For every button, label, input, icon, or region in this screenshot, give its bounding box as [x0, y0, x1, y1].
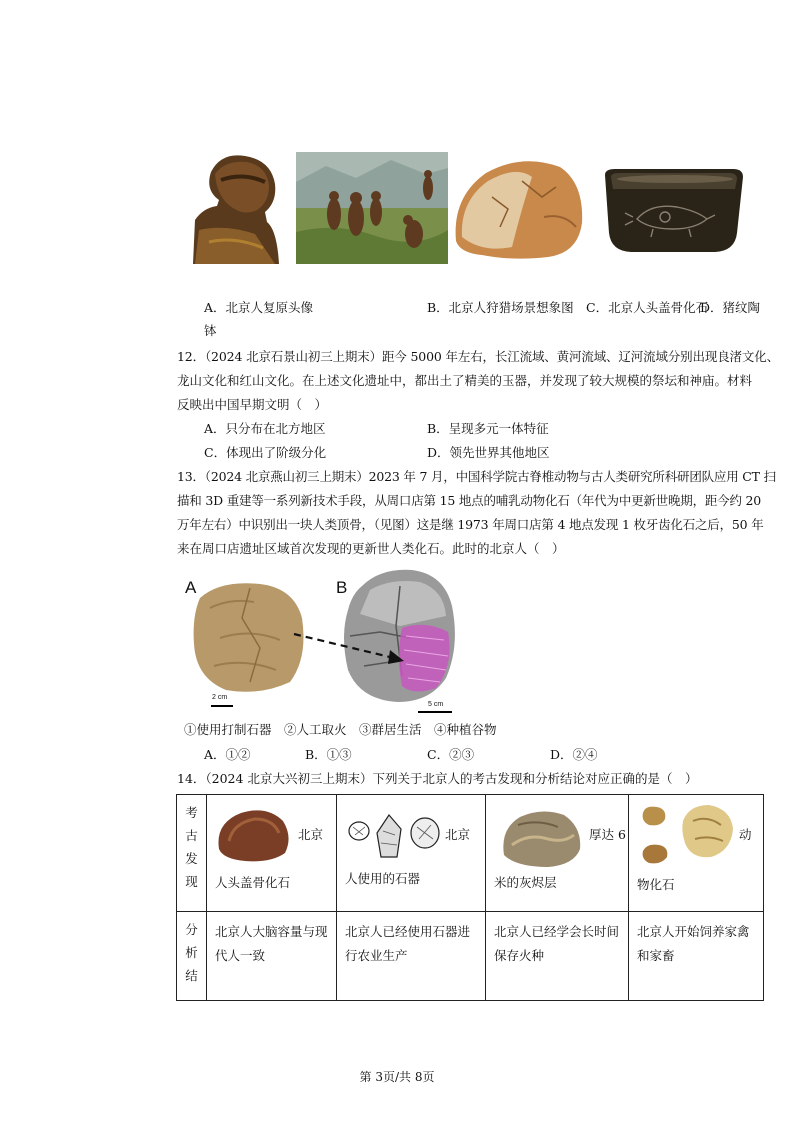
q12-stem-line1: 12．（2024 北京石景山初三上期末）距今 5000 年左右，长江流域、黄河流域、辽河流域分别出现良渚文化、: [177, 349, 779, 364]
row-header-discovery: [177, 795, 207, 912]
table-cell: [486, 795, 629, 912]
q13-option-b: B．①③: [305, 747, 352, 762]
cell-3-top-text: 厚达 6: [589, 827, 626, 842]
stone-tools-image: [345, 811, 441, 863]
page-number: 第 3页/共 8页: [359, 1070, 435, 1084]
row-header-char: 考: [185, 805, 198, 820]
table-cell: [207, 795, 337, 912]
q12-option-b: B．呈现多元一体特征: [427, 421, 549, 436]
cell-2-top-text: 北京: [445, 827, 471, 842]
figure-label-b: B: [336, 578, 348, 597]
q12-stem-line2: 龙山文化和红山文化。在上述文化遗址中，都出土了精美的玉器，并发现了较大规模的祭坛和神庙。材料: [177, 373, 753, 388]
q14-stem: 14．（2024 北京大兴初三上期末）下列关于北京人的考古发现和分析结论对应正确的是（ ）: [177, 771, 698, 786]
q13-option-c: C．②③: [427, 747, 475, 762]
row-header-char: 发: [185, 851, 198, 866]
dashed-arrow-icon: [290, 628, 410, 668]
hunting-scene-image: [296, 152, 448, 264]
row-header-char: 现: [185, 874, 198, 889]
q13-stem-line4: 来在周口店遗址区域首次发现的更新世人类化石。此时的北京人（ ）: [177, 541, 565, 556]
skull-cap-image: [215, 807, 291, 863]
ash-layer-image: [498, 805, 584, 869]
q11-option-d-wrap: 钵: [204, 323, 217, 338]
figure-label-a: A: [185, 578, 197, 597]
table-row: [177, 912, 764, 1001]
table-row: [177, 795, 764, 912]
scale-label-b: 5 cm: [428, 701, 444, 708]
q12-option-c: C．体现出了阶级分化: [204, 445, 327, 460]
conclusion-cell-2: 北京人已经使用石器进行农业生产: [337, 912, 486, 1001]
table-cell: [337, 795, 486, 912]
q13-option-a: A．①②: [204, 747, 251, 762]
cell-2-bottom-text: 人使用的石器: [345, 871, 421, 886]
row-header-char: 分: [185, 922, 198, 937]
conclusion-cell-1: 北京人大脑容量与现代人一致: [207, 912, 337, 1001]
q11-option-a: A．北京人复原头像: [204, 300, 314, 315]
row-header-conclusion: [177, 912, 207, 1001]
q12-option-d: D．领先世界其他地区: [427, 445, 550, 460]
conclusion-cell-3: 北京人已经学会长时间保存火种: [486, 912, 629, 1001]
pig-pattern-pottery-image: [603, 167, 744, 254]
cell-4-bottom-text: 物化石: [637, 877, 675, 892]
row-header-char: 结: [185, 968, 198, 983]
q11-option-b: B．北京人狩猎场景想象图: [427, 300, 574, 315]
row-header-char: 析: [185, 945, 198, 960]
q11-option-d: D．猪纹陶: [700, 300, 761, 315]
row-header-char: 古: [185, 828, 198, 843]
cell-1-bottom-text: 人头盖骨化石: [215, 875, 291, 890]
q13-stem-line3: 万年左右）中识别出一块人类顶骨，（见图）这是继 1973 年周口店第 4 地点发现 1 枚牙齿化石之后，50 年: [177, 517, 764, 532]
conclusion-cell-4: 北京人开始饲养家禽和家畜: [629, 912, 764, 1001]
q13-option-d: D．②④: [550, 747, 598, 762]
scale-label-a: 2 cm: [212, 694, 228, 701]
beijing-man-bust-image: [185, 150, 281, 264]
scale-bar-b: [418, 711, 452, 713]
cell-1-top-text: 北京: [298, 827, 324, 842]
q12-stem-line3: 反映出中国早期文明（ ）: [177, 397, 328, 412]
q13-stem-line2: 描和 3D 重建等一系列新技术手段，从周口店第 15 地点的哺乳动物化石（年代为中更新世晚期，距今约 20: [177, 493, 762, 508]
q12-option-a: A．只分布在北方地区: [204, 421, 326, 436]
table-cell: [629, 795, 764, 912]
q11-option-c: C．北京人头盖骨化石: [586, 300, 709, 315]
q13-stem-line1: 13．（2024 北京燕山初三上期末）2023 年 7 月，中国科学院古脊椎动物与古人类研究所科研团队应用 CT 扫: [177, 469, 776, 484]
scale-bar-a: [211, 705, 233, 707]
cell-4-top-text: 动: [739, 827, 752, 842]
skull-fossil-image: [452, 157, 585, 261]
animal-fossils-image: [637, 801, 737, 871]
cell-3-bottom-text: 米的灰烬层: [494, 875, 557, 890]
q14-table: [176, 794, 764, 1001]
q13-items: ①使用打制石器 ②人工取火 ③群居生活 ④种植谷物: [184, 722, 497, 737]
